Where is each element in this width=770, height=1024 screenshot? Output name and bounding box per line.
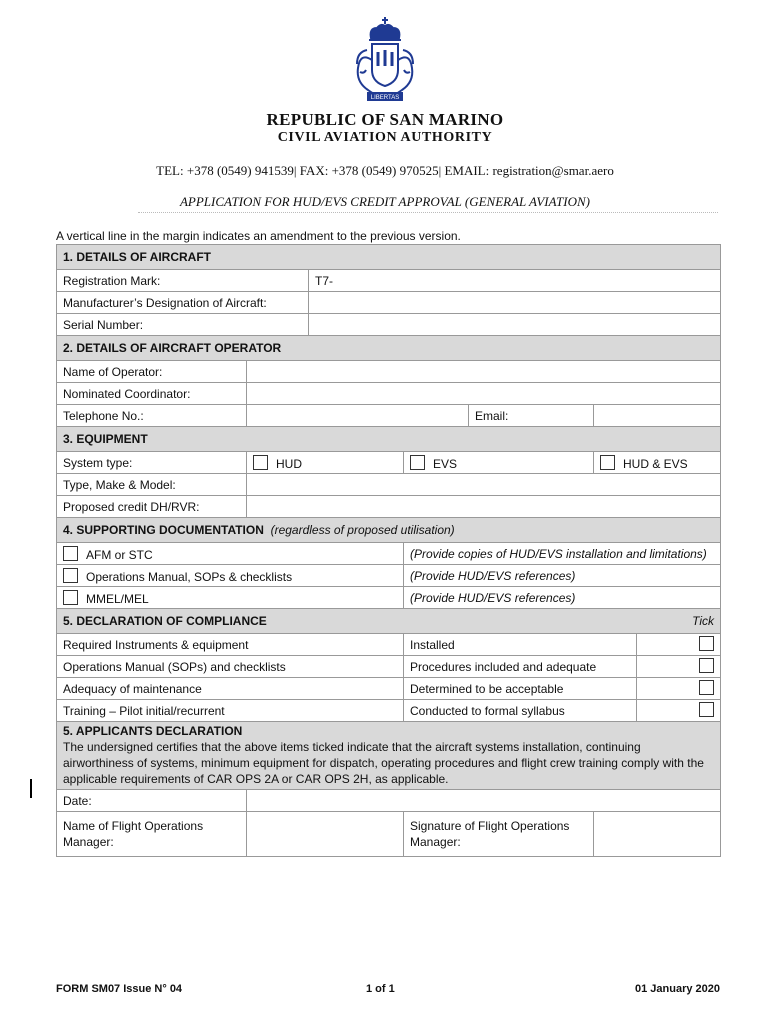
option-hud-evs[interactable]: HUD & EVS	[594, 452, 721, 474]
section-aircraft-header: 1. DETAILS OF AIRCRAFT	[57, 245, 721, 270]
ops-manual-checkbox[interactable]	[63, 568, 78, 583]
tick-checkbox[interactable]	[699, 680, 714, 695]
san-marino-crest-logo	[345, 16, 425, 108]
tick-label: Tick	[692, 614, 714, 628]
proposed-credit-label: Proposed credit DH/RVR:	[57, 496, 247, 518]
hud-evs-checkbox[interactable]	[600, 455, 615, 470]
amendment-note: A vertical line in the margin indicates an amendment to the previous version.	[56, 229, 461, 243]
authority-title: CIVIL AVIATION AUTHORITY	[277, 130, 493, 145]
coordinator-field[interactable]	[247, 383, 721, 405]
compliance-status: Procedures included and adequate	[404, 656, 637, 678]
manager-name-label: Name of Flight Operations Manager:	[57, 812, 247, 857]
telephone-field[interactable]	[247, 405, 469, 427]
compliance-status: Conducted to formal syllabus	[404, 700, 637, 722]
operator-field[interactable]	[247, 361, 721, 383]
issue-date: 01 January 2020	[634, 983, 720, 995]
title-divider	[138, 212, 718, 213]
telephone-label: Telephone No.:	[57, 405, 247, 427]
manager-signature-label: Signature of Flight Operations Manager:	[404, 812, 594, 857]
contact-line: TEL: +378 (0549) 941539| FAX: +378 (0549) 970525| EMAIL: registration@smar.aero	[156, 163, 614, 178]
tick-checkbox[interactable]	[699, 636, 714, 651]
proposed-credit-field[interactable]	[247, 496, 721, 518]
registration-label: Registration Mark:	[57, 270, 309, 292]
svg-text:LIBERTAS: LIBERTAS	[370, 95, 400, 101]
compliance-item: Required Instruments & equipment	[57, 634, 404, 656]
application-form	[56, 244, 721, 857]
type-make-model-field[interactable]	[247, 474, 721, 496]
registration-field[interactable]: T7-	[309, 270, 721, 292]
serial-label: Serial Number:	[57, 314, 309, 336]
manager-signature-field[interactable]	[594, 812, 721, 857]
doc-note-mel: (Provide HUD/EVS references)	[404, 587, 721, 609]
doc-item-ops-manual[interactable]: Operations Manual, SOPs & checklists	[57, 565, 404, 587]
amendment-margin-bar	[30, 779, 32, 798]
declaration-title: 5. APPLICANTS DECLARATION	[63, 724, 243, 738]
compliance-status: Determined to be acceptable	[404, 678, 637, 700]
compliance-item: Training – Pilot initial/recurrent	[57, 700, 404, 722]
email-label: Email:	[469, 405, 594, 427]
mel-checkbox[interactable]	[63, 590, 78, 605]
tick-cell[interactable]	[637, 700, 721, 722]
email-field[interactable]	[594, 405, 721, 427]
manufacturer-field[interactable]	[309, 292, 721, 314]
type-make-model-label: Type, Make & Model:	[57, 474, 247, 496]
tick-cell[interactable]	[637, 678, 721, 700]
doc-note-ops-manual: (Provide HUD/EVS references)	[404, 565, 721, 587]
tick-cell[interactable]	[637, 634, 721, 656]
form-id: FORM SM07 Issue N° 04	[56, 983, 183, 995]
applicants-declaration	[57, 722, 721, 790]
system-type-label: System type:	[57, 452, 247, 474]
option-hud[interactable]: HUD	[247, 452, 404, 474]
compliance-item: Adequacy of maintenance	[57, 678, 404, 700]
declaration-text: The undersigned certifies that the above items ticked indicate that the aircraft systems installation, continuing airworthiness of systems, minimum equipment for dispatch, operating procedures and flight crew training comply with the applicable requirements of CAR OPS 2A or CAR OPS 2H, as applicable.	[63, 740, 704, 786]
operator-label: Name of Operator:	[57, 361, 247, 383]
tick-checkbox[interactable]	[699, 658, 714, 673]
section-compliance-header: 5. DECLARATION OF COMPLIANCE Tick	[57, 609, 721, 634]
section-documentation-header: 4. SUPPORTING DOCUMENTATION (regardless of proposed utilisation)	[57, 518, 721, 543]
serial-field[interactable]	[309, 314, 721, 336]
date-field[interactable]	[247, 790, 721, 812]
doc-note-afm: (Provide copies of HUD/EVS installation and limitations)	[404, 543, 721, 565]
compliance-item: Operations Manual (SOPs) and checklists	[57, 656, 404, 678]
section-equipment-header: 3. EQUIPMENT	[57, 427, 721, 452]
option-evs[interactable]: EVS	[404, 452, 594, 474]
manufacturer-label: Manufacturer’s Designation of Aircraft:	[57, 292, 309, 314]
doc-item-mel[interactable]: MMEL/MEL	[57, 587, 404, 609]
compliance-status: Installed	[404, 634, 637, 656]
afm-checkbox[interactable]	[63, 546, 78, 561]
section-operator-header: 2. DETAILS OF AIRCRAFT OPERATOR	[57, 336, 721, 361]
page-number: 1 of 1	[366, 983, 395, 995]
manager-name-field[interactable]	[247, 812, 404, 857]
coordinator-label: Nominated Coordinator:	[57, 383, 247, 405]
hud-checkbox[interactable]	[253, 455, 268, 470]
doc-item-afm[interactable]: AFM or STC	[57, 543, 404, 565]
evs-checkbox[interactable]	[410, 455, 425, 470]
tick-cell[interactable]	[637, 656, 721, 678]
date-label: Date:	[57, 790, 247, 812]
tick-checkbox[interactable]	[699, 702, 714, 717]
country-title: REPUBLIC OF SAN MARINO	[266, 110, 504, 129]
application-title: APPLICATION FOR HUD/EVS CREDIT APPROVAL (GENERAL AVIATION)	[179, 194, 591, 209]
